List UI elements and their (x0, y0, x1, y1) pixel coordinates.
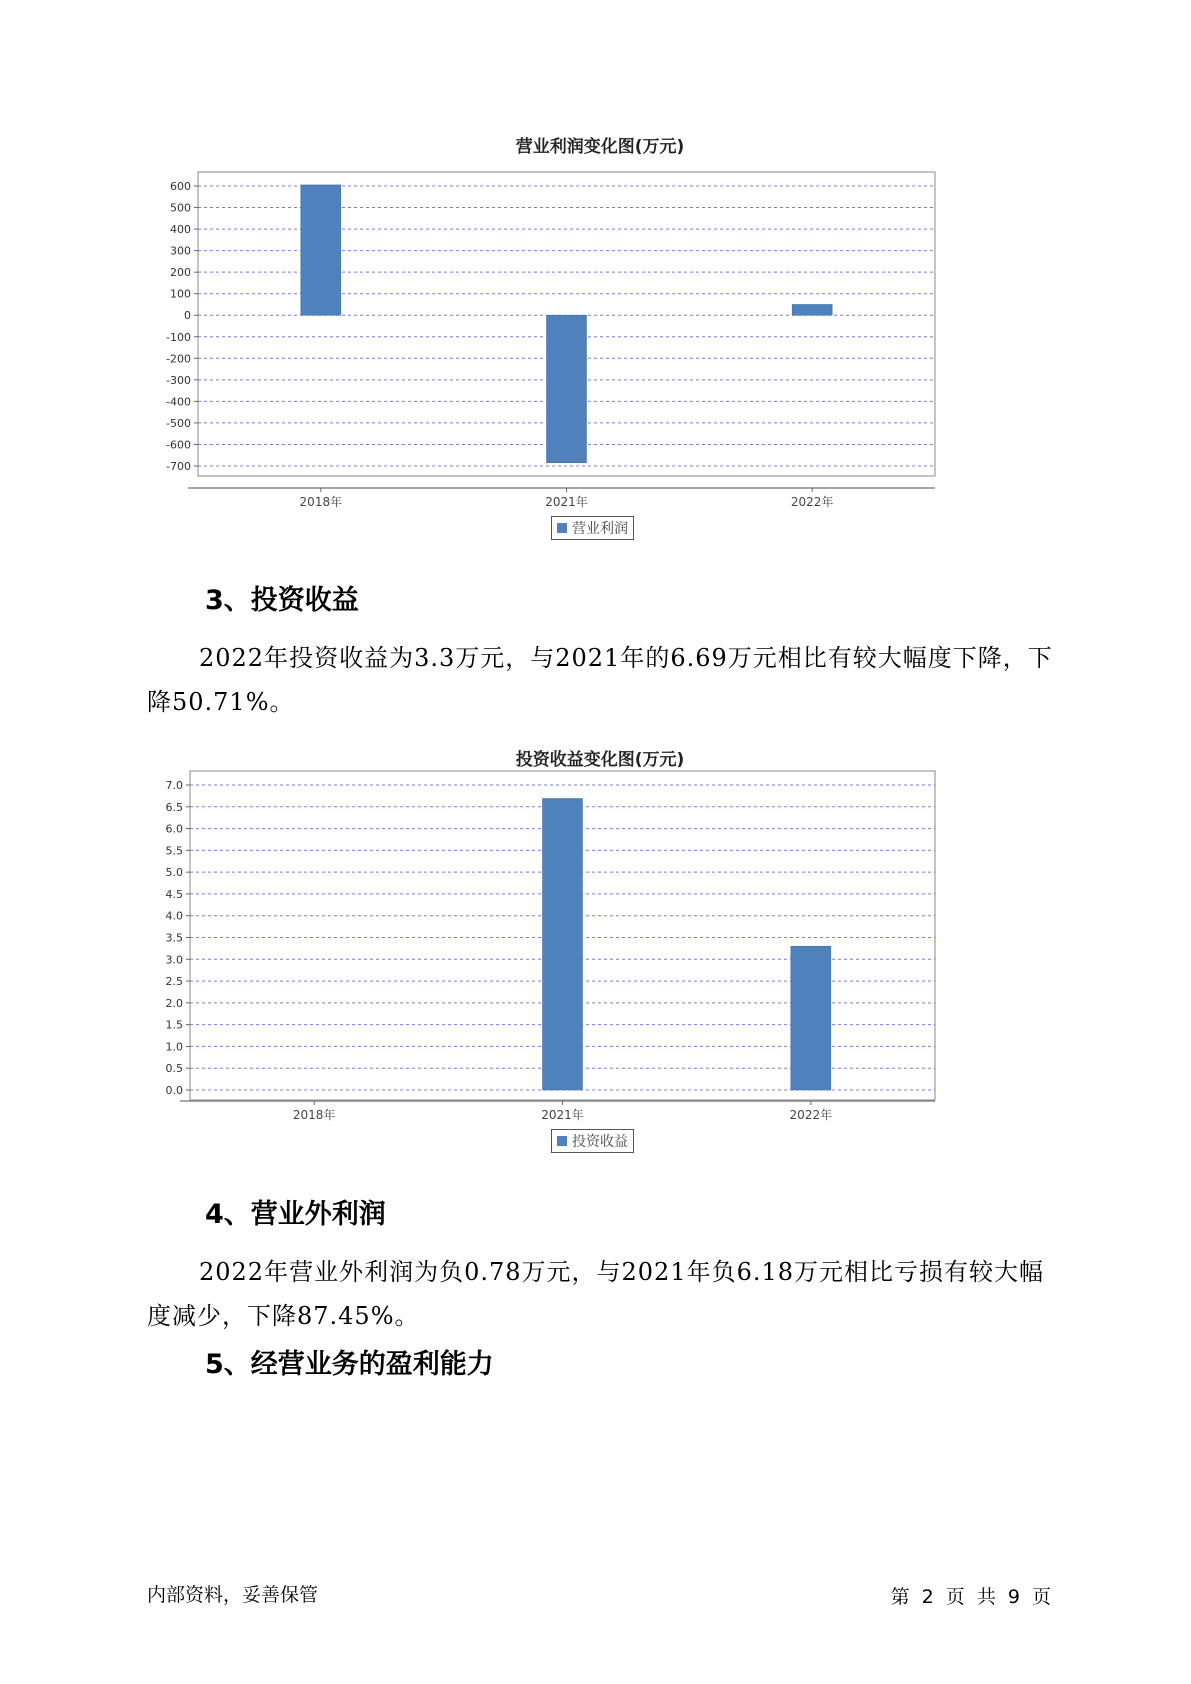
x-tick-label: 2018年 (292, 1108, 336, 1122)
footer-page-number: 第 2 页 共 9 页 (890, 1586, 1051, 1608)
section-heading: 3、投资收益 (205, 585, 359, 616)
y-tick-label: 4.5 (165, 887, 183, 901)
y-tick-label: -600 (166, 438, 191, 452)
x-tick-label: 2022年 (789, 1108, 833, 1122)
chart-title: 投资收益变化图(万元) (515, 750, 685, 770)
y-tick-label: 2.0 (165, 996, 183, 1010)
bar (792, 304, 832, 315)
y-tick-label: -100 (166, 330, 191, 344)
y-tick-label: -700 (166, 460, 191, 473)
section-heading: 5、经营业务的盈利能力 (205, 1349, 494, 1380)
bar (791, 946, 831, 1090)
bar (547, 315, 587, 463)
x-tick-label: 2021年 (541, 1108, 584, 1122)
legend-swatch (557, 523, 567, 533)
y-tick-label: 0 (184, 309, 191, 323)
y-tick-label: 300 (170, 244, 191, 258)
y-tick-label: 5.0 (165, 866, 183, 880)
chart-legend (551, 516, 634, 540)
y-tick-label: -200 (166, 352, 191, 366)
paragraph-text: 2022年营业外利润为负0.78万元，与2021年负6.18万元相比亏损有较大幅度减少，下降87.45%。 (147, 1258, 1045, 1330)
operating-profit-chart (150, 128, 1050, 548)
y-tick-label: 500 (170, 201, 191, 215)
y-tick-label: 3.0 (165, 953, 183, 967)
y-tick-label: -500 (166, 416, 191, 430)
y-tick-label: 2.5 (165, 975, 183, 989)
y-tick-label: 400 (170, 223, 191, 237)
y-tick-label: 100 (170, 287, 191, 301)
y-tick-label: -400 (166, 395, 191, 409)
y-tick-label: 0.5 (165, 1062, 183, 1076)
y-tick-label: 1.5 (165, 1018, 183, 1032)
section-paragraph (147, 1250, 1067, 1338)
y-tick-label: 600 (170, 180, 191, 193)
y-tick-label: 200 (170, 266, 191, 280)
y-tick-label: 6.0 (165, 822, 183, 836)
chart-title: 营业利润变化图(万元) (515, 137, 685, 157)
bar (301, 185, 341, 315)
y-tick-label: 4.0 (165, 909, 183, 923)
y-tick-label: 6.5 (165, 800, 183, 814)
y-tick-label: 0.0 (165, 1084, 183, 1097)
x-tick-label: 2018年 (299, 495, 343, 509)
y-tick-label: -300 (166, 373, 191, 387)
x-tick-label: 2022年 (790, 495, 834, 509)
section-heading: 4、营业外利润 (205, 1199, 386, 1230)
y-tick-label: 1.0 (165, 1040, 183, 1054)
investment-income-chart (150, 741, 1050, 1161)
footer-confidential-note: 内部资料，妥善保管 (147, 1584, 319, 1606)
bar (543, 799, 583, 1090)
chart-svg (150, 741, 1050, 1161)
chart-svg (150, 128, 1050, 548)
legend-swatch (557, 1136, 567, 1146)
legend-label: 营业利润 (572, 521, 628, 537)
x-tick-label: 2021年 (545, 495, 588, 509)
paragraph-text: 2022年投资收益为3.3万元，与2021年的6.69万元相比有较大幅度下降，下降50.71%。 (147, 644, 1053, 716)
y-tick-label: 3.5 (165, 931, 183, 945)
y-tick-label: 7.0 (165, 779, 183, 792)
y-tick-label: 5.5 (165, 844, 183, 858)
section-paragraph (147, 636, 1067, 724)
chart-legend (551, 1129, 634, 1153)
legend-label: 投资收益 (572, 1134, 628, 1150)
